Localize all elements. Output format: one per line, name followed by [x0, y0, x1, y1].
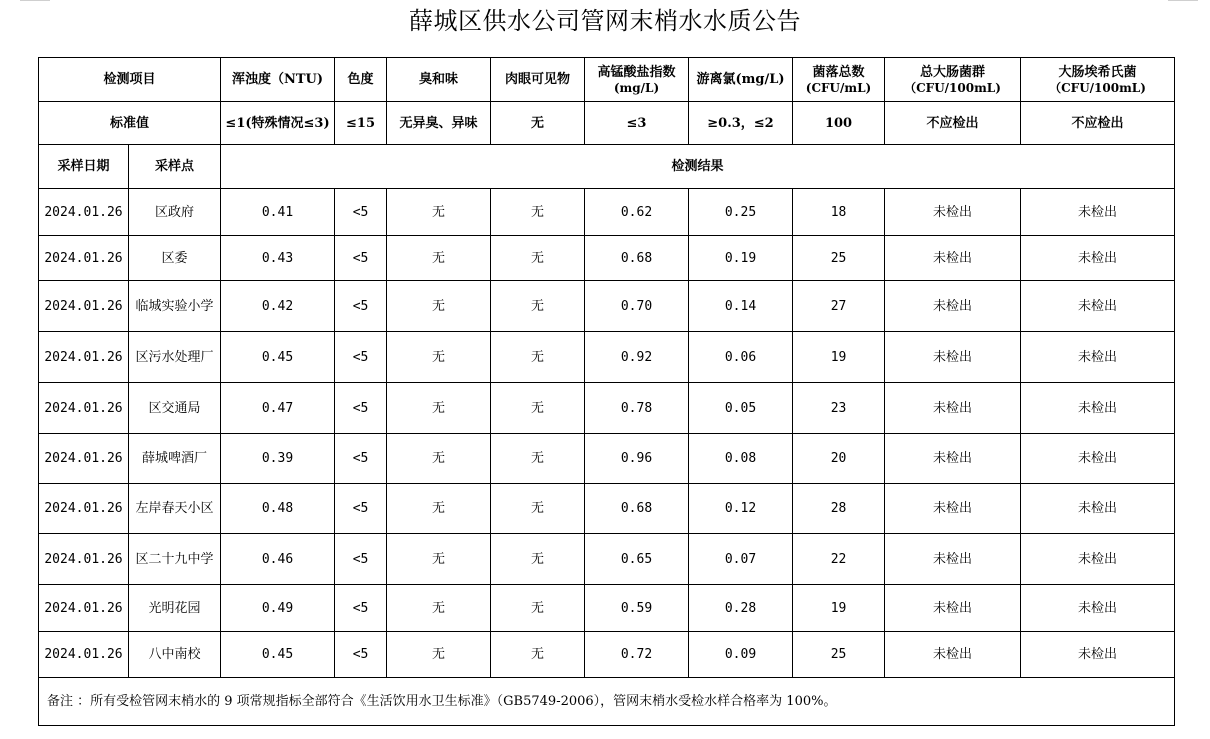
row-chlorine: 0.19 — [689, 236, 793, 281]
row-date: 2024.01.26 — [39, 434, 129, 484]
row-turbidity: 0.39 — [221, 434, 335, 484]
row-color: <5 — [335, 484, 387, 534]
standard-odor: 无异臭、异味 — [387, 102, 491, 145]
row-coliform: 未检出 — [885, 632, 1021, 678]
row-ecoli: 未检出 — [1021, 484, 1175, 534]
header-coliform-label: 总大肠菌群 — [920, 64, 986, 80]
row-site: 八中南校 — [129, 632, 221, 678]
row-bacteria: 27 — [793, 281, 885, 332]
note-text: 备注 ：所有受检管网末梢水的 9 项常规指标全部符合《生活饮用水卫生标准》（GB5749-2006），管网末梢水受检水样合格率为 100%。 — [39, 678, 1175, 726]
row-chlorine: 0.07 — [689, 534, 793, 585]
row-color: <5 — [335, 332, 387, 383]
row-color: <5 — [335, 189, 387, 236]
row-color: <5 — [335, 383, 387, 434]
row-bacteria: 19 — [793, 332, 885, 383]
header-coliform — [885, 58, 1021, 102]
header-coliform-unit: （CFU/100mL) — [904, 80, 1001, 95]
standard-visible: 无 — [491, 102, 585, 145]
row-turbidity: 0.49 — [221, 585, 335, 632]
row-turbidity: 0.43 — [221, 236, 335, 281]
table-row — [39, 383, 1175, 434]
header-row — [39, 58, 1175, 102]
row-site: 光明花园 — [129, 585, 221, 632]
row-color: <5 — [335, 632, 387, 678]
row-ecoli: 未检出 — [1021, 189, 1175, 236]
row-color: <5 — [335, 434, 387, 484]
table-row — [39, 434, 1175, 484]
row-date: 2024.01.26 — [39, 383, 129, 434]
row-turbidity: 0.45 — [221, 332, 335, 383]
row-ecoli: 未检出 — [1021, 534, 1175, 585]
row-ecoli: 未检出 — [1021, 281, 1175, 332]
row-coliform: 未检出 — [885, 281, 1021, 332]
row-bacteria: 22 — [793, 534, 885, 585]
row-visible: 无 — [491, 484, 585, 534]
header-ecoli-unit: （CFU/100mL) — [1049, 80, 1146, 95]
row-chlorine: 0.12 — [689, 484, 793, 534]
header-bacteria-unit: (CFU/mL) — [805, 80, 872, 95]
row-visible: 无 — [491, 281, 585, 332]
row-chlorine: 0.14 — [689, 281, 793, 332]
row-ecoli: 未检出 — [1021, 332, 1175, 383]
standard-color: ≤15 — [335, 102, 387, 145]
row-visible: 无 — [491, 236, 585, 281]
row-chlorine: 0.06 — [689, 332, 793, 383]
table-row — [39, 585, 1175, 632]
page-title: 薛城区供水公司管网末梢水水质公告 — [409, 7, 801, 35]
row-odor: 无 — [387, 383, 491, 434]
table-row — [39, 632, 1175, 678]
row-color: <5 — [335, 585, 387, 632]
header-chlorine: 游离氯(mg/L) — [689, 58, 793, 102]
row-bacteria: 23 — [793, 383, 885, 434]
row-permanganate: 0.92 — [585, 332, 689, 383]
header-permanganate — [585, 58, 689, 102]
table-row — [39, 534, 1175, 585]
table-row — [39, 236, 1175, 281]
row-bacteria: 18 — [793, 189, 885, 236]
row-date: 2024.01.26 — [39, 632, 129, 678]
row-turbidity: 0.46 — [221, 534, 335, 585]
row-site: 区污水处理厂 — [129, 332, 221, 383]
row-date: 2024.01.26 — [39, 332, 129, 383]
row-site: 区交通局 — [129, 383, 221, 434]
row-site: 区委 — [129, 236, 221, 281]
row-bacteria: 19 — [793, 585, 885, 632]
row-permanganate: 0.68 — [585, 236, 689, 281]
header-bacteria-label: 菌落总数 — [812, 64, 865, 80]
row-turbidity: 0.42 — [221, 281, 335, 332]
row-date: 2024.01.26 — [39, 534, 129, 585]
row-odor: 无 — [387, 332, 491, 383]
standard-permanganate: ≤3 — [585, 102, 689, 145]
row-date: 2024.01.26 — [39, 585, 129, 632]
row-coliform: 未检出 — [885, 383, 1021, 434]
row-coliform: 未检出 — [885, 484, 1021, 534]
row-ecoli: 未检出 — [1021, 434, 1175, 484]
row-odor: 无 — [387, 484, 491, 534]
row-visible: 无 — [491, 632, 585, 678]
standard-label: 标准值 — [39, 102, 221, 145]
standard-chlorine: ≥0.3，≤2 — [689, 102, 793, 145]
row-visible: 无 — [491, 189, 585, 236]
row-site: 临城实验小学 — [129, 281, 221, 332]
standard-bacteria: 100 — [793, 102, 885, 145]
header-color: 色度 — [335, 58, 387, 102]
sub-header-results: 检测结果 — [221, 145, 1175, 189]
standard-coliform: 不应检出 — [885, 102, 1021, 145]
row-color: <5 — [335, 236, 387, 281]
row-permanganate: 0.68 — [585, 484, 689, 534]
row-turbidity: 0.47 — [221, 383, 335, 434]
row-turbidity: 0.45 — [221, 632, 335, 678]
sub-header-date: 采样日期 — [39, 145, 129, 189]
row-permanganate: 0.78 — [585, 383, 689, 434]
header-visible: 肉眼可见物 — [491, 58, 585, 102]
row-chlorine: 0.08 — [689, 434, 793, 484]
row-date: 2024.01.26 — [39, 189, 129, 236]
row-coliform: 未检出 — [885, 585, 1021, 632]
row-permanganate: 0.70 — [585, 281, 689, 332]
row-coliform: 未检出 — [885, 332, 1021, 383]
table-row — [39, 281, 1175, 332]
row-permanganate: 0.62 — [585, 189, 689, 236]
row-permanganate: 0.96 — [585, 434, 689, 484]
row-odor: 无 — [387, 534, 491, 585]
row-bacteria: 25 — [793, 632, 885, 678]
row-odor: 无 — [387, 189, 491, 236]
row-date: 2024.01.26 — [39, 236, 129, 281]
row-ecoli: 未检出 — [1021, 383, 1175, 434]
row-color: <5 — [335, 534, 387, 585]
header-permanganate-unit: (mg/L) — [613, 80, 660, 95]
sub-header-row — [39, 145, 1175, 189]
row-date: 2024.01.26 — [39, 484, 129, 534]
row-turbidity: 0.41 — [221, 189, 335, 236]
row-turbidity: 0.48 — [221, 484, 335, 534]
row-odor: 无 — [387, 585, 491, 632]
water-quality-table — [38, 57, 1175, 726]
table-row — [39, 332, 1175, 383]
row-site: 区政府 — [129, 189, 221, 236]
table-row — [39, 189, 1175, 236]
row-visible: 无 — [491, 383, 585, 434]
row-chlorine: 0.09 — [689, 632, 793, 678]
row-odor: 无 — [387, 434, 491, 484]
row-coliform: 未检出 — [885, 534, 1021, 585]
standard-ecoli: 不应检出 — [1021, 102, 1175, 145]
row-permanganate: 0.65 — [585, 534, 689, 585]
row-visible: 无 — [491, 434, 585, 484]
sub-header-site: 采样点 — [129, 145, 221, 189]
row-coliform: 未检出 — [885, 236, 1021, 281]
header-ecoli — [1021, 58, 1175, 102]
row-date: 2024.01.26 — [39, 281, 129, 332]
row-odor: 无 — [387, 281, 491, 332]
row-visible: 无 — [491, 534, 585, 585]
row-chlorine: 0.25 — [689, 189, 793, 236]
header-item: 检测项目 — [39, 58, 221, 102]
row-coliform: 未检出 — [885, 434, 1021, 484]
row-bacteria: 25 — [793, 236, 885, 281]
row-ecoli: 未检出 — [1021, 585, 1175, 632]
standard-row — [39, 102, 1175, 145]
row-odor: 无 — [387, 632, 491, 678]
row-chlorine: 0.05 — [689, 383, 793, 434]
header-bacteria — [793, 58, 885, 102]
row-ecoli: 未检出 — [1021, 236, 1175, 281]
standard-turbidity: ≤1(特殊情况≤3) — [221, 102, 335, 145]
row-permanganate: 0.72 — [585, 632, 689, 678]
row-bacteria: 20 — [793, 434, 885, 484]
note-row — [39, 678, 1175, 726]
row-coliform: 未检出 — [885, 189, 1021, 236]
row-site: 区二十九中学 — [129, 534, 221, 585]
table-row — [39, 484, 1175, 534]
row-visible: 无 — [491, 332, 585, 383]
header-permanganate-label: 高锰酸盐指数 — [597, 64, 676, 80]
header-turbidity: 浑浊度（NTU) — [221, 58, 335, 102]
row-color: <5 — [335, 281, 387, 332]
row-odor: 无 — [387, 236, 491, 281]
row-bacteria: 28 — [793, 484, 885, 534]
row-site: 左岸春天小区 — [129, 484, 221, 534]
header-odor: 臭和味 — [387, 58, 491, 102]
row-permanganate: 0.59 — [585, 585, 689, 632]
row-site: 薛城啤酒厂 — [129, 434, 221, 484]
header-ecoli-label: 大肠埃希氏菌 — [1058, 64, 1137, 80]
row-visible: 无 — [491, 585, 585, 632]
row-ecoli: 未检出 — [1021, 632, 1175, 678]
row-chlorine: 0.28 — [689, 585, 793, 632]
